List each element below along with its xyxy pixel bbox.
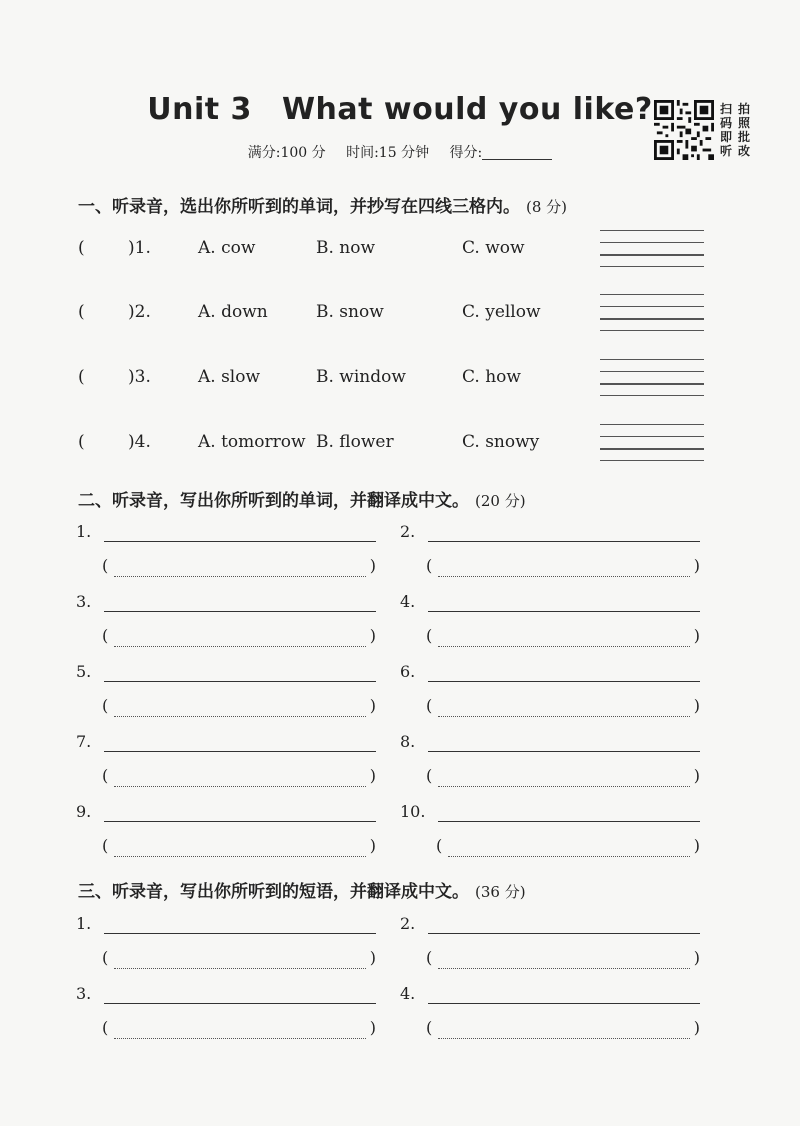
translation-line[interactable] (114, 716, 366, 717)
answer-item: 8. ( ) (400, 732, 700, 785)
translation-line[interactable] (448, 856, 690, 857)
unit-label: Unit 3 (147, 92, 252, 127)
translation-line[interactable] (114, 786, 366, 787)
option-c[interactable]: C. how (462, 367, 521, 387)
four-line-grid[interactable] (600, 294, 704, 330)
section-1-heading: 一、听录音，选出你所听到的单词，并抄写在四线三格内。 (8 分) (78, 197, 568, 217)
word-line[interactable] (104, 541, 376, 542)
answer-item: 4. ( ) (400, 592, 700, 645)
question-row: ( )2. A. down B. snow C. yellow (78, 302, 541, 322)
answer-item: 4. ( ) (400, 984, 700, 1037)
option-a[interactable]: A. down (198, 302, 268, 322)
answer-item: 6. ( ) (400, 662, 700, 715)
option-b[interactable]: B. flower (316, 432, 394, 452)
translation-line[interactable] (438, 1038, 690, 1039)
translation-line[interactable] (114, 856, 366, 857)
score-blank[interactable] (482, 159, 552, 160)
score-label: 得分: (449, 145, 483, 161)
answer-item: 7. ( ) (76, 732, 376, 785)
phrase-line[interactable] (104, 933, 376, 934)
option-a[interactable]: A. tomorrow (198, 432, 306, 452)
qr-code-icon (654, 100, 714, 160)
phrase-line[interactable] (104, 1003, 376, 1004)
option-b[interactable]: B. window (316, 367, 406, 387)
full-score: 满分:100 分 (247, 145, 326, 161)
section-2-points: (20 分) (475, 492, 526, 510)
four-line-grid[interactable] (600, 359, 704, 395)
answer-item: 5. ( ) (76, 662, 376, 715)
phrase-line[interactable] (428, 1003, 700, 1004)
option-c[interactable]: C. snowy (462, 432, 540, 452)
option-b[interactable]: B. now (316, 238, 376, 258)
option-c[interactable]: C. wow (462, 238, 525, 258)
option-c[interactable]: C. yellow (462, 302, 541, 322)
section-3-points: (36 分) (475, 883, 526, 901)
section-2-heading: 二、听录音，写出你所听到的单词，并翻译成中文。 (20 分) (78, 491, 526, 511)
section-1-points: (8 分) (526, 198, 568, 216)
four-line-grid[interactable] (600, 230, 704, 266)
unit-title: What would you like? (281, 92, 653, 127)
answer-item: 3. ( ) (76, 592, 376, 645)
section-3-heading: 三、听录音，写出你所听到的短语，并翻译成中文。 (36 分) (78, 882, 526, 902)
question-row: ( )4. A. tomorrow B. flower C. snowy (78, 432, 540, 452)
translation-line[interactable] (438, 786, 690, 787)
word-line[interactable] (104, 751, 376, 752)
time-limit: 时间:15 分钟 (346, 145, 430, 161)
word-line[interactable] (428, 611, 700, 612)
answer-item: 3. ( ) (76, 984, 376, 1037)
answer-item: 10. ( ) (400, 802, 700, 855)
answer-item: 1. ( ) (76, 522, 376, 575)
question-row: ( )3. A. slow B. window C. how (78, 367, 521, 387)
translation-line[interactable] (114, 1038, 366, 1039)
translation-line[interactable] (438, 576, 690, 577)
option-a[interactable]: A. slow (198, 367, 261, 387)
question-row: ( )1. A. cow B. now C. wow (78, 238, 525, 258)
phrase-line[interactable] (428, 933, 700, 934)
answer-item: 2. ( ) (400, 522, 700, 575)
word-line[interactable] (428, 681, 700, 682)
translation-line[interactable] (438, 968, 690, 969)
four-line-grid[interactable] (600, 424, 704, 460)
answer-item: 9. ( ) (76, 802, 376, 855)
word-line[interactable] (428, 541, 700, 542)
answer-item: 1. ( ) (76, 914, 376, 967)
qr-side-text: 扫 码 即 听 拍 照 批 改 (719, 102, 750, 158)
answer-item: 2. ( ) (400, 914, 700, 967)
option-b[interactable]: B. snow (316, 302, 384, 322)
translation-line[interactable] (114, 646, 366, 647)
translation-line[interactable] (114, 968, 366, 969)
translation-line[interactable] (438, 716, 690, 717)
word-line[interactable] (104, 681, 376, 682)
option-a[interactable]: A. cow (198, 238, 256, 258)
translation-line[interactable] (114, 576, 366, 577)
word-line[interactable] (104, 821, 376, 822)
translation-line[interactable] (438, 646, 690, 647)
word-line[interactable] (104, 611, 376, 612)
word-line[interactable] (428, 751, 700, 752)
word-line[interactable] (438, 821, 700, 822)
